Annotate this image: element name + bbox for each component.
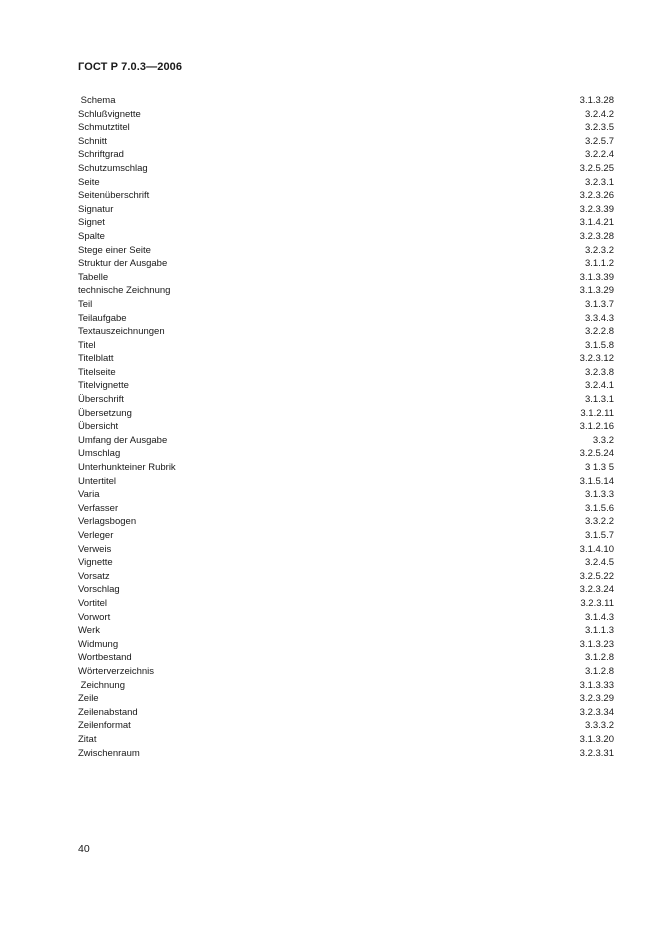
index-reference: 3.2.3.1 [584, 176, 614, 188]
index-term: Schmutztitel [78, 122, 130, 134]
index-reference: 3.1.5.7 [584, 530, 614, 541]
index-reference: 3.1.2.16 [579, 421, 614, 433]
index-term: Übersicht [78, 421, 119, 433]
index-term: Titelvignette [78, 380, 129, 392]
index-term: Verlagsbogen [78, 516, 137, 528]
index-entry [78, 597, 614, 611]
index-term: Zeilenformat [78, 720, 131, 732]
index-reference: 3.2.3.28 [579, 230, 614, 242]
index-reference: 3.1.5.8 [584, 339, 614, 351]
index-entry [78, 244, 614, 258]
index-entry [78, 570, 614, 584]
index-reference: 3.1.1.2 [584, 258, 614, 270]
index-term: Schlußvignette [78, 108, 141, 120]
index-entry [78, 624, 614, 638]
index-entry [78, 529, 614, 543]
index-reference: 3.2.3.2 [584, 244, 614, 256]
index-term: Vorsatz [78, 570, 110, 582]
index-term: Seite [78, 176, 100, 188]
index-entry [78, 121, 614, 135]
index-term: Titelseite [78, 366, 116, 378]
index-entry [78, 434, 614, 448]
index-reference: 3 1.3 5 [584, 462, 614, 474]
index-entry [78, 325, 614, 339]
index-entry [78, 665, 614, 679]
index-reference: 3.2.4.5 [584, 557, 614, 569]
index-term: Seitenüberschrift [78, 190, 150, 202]
index-term: Teil [78, 298, 93, 310]
index-term: Tabelle [78, 271, 109, 283]
index-reference: 3.1.3.33 [579, 679, 614, 691]
index-term: Zeilenabstand [78, 706, 138, 718]
index-entry [78, 543, 614, 557]
index-reference: 3.2.5.22 [579, 570, 614, 582]
index-reference: 3.3.3.2 [584, 720, 614, 732]
index-reference: 3.2.2.4 [584, 149, 614, 161]
index-reference: 3.3.4.3 [584, 312, 614, 324]
index-entry [78, 407, 614, 421]
index-term: Zwischenraum [78, 747, 140, 759]
index-term: Verweis [78, 543, 112, 555]
index-entry [78, 447, 614, 461]
index-reference: 3.2.5.7 [584, 135, 614, 147]
index-term: Zeile [78, 693, 99, 705]
index-term: Schutzumschlag [78, 162, 148, 174]
term-index-list [78, 94, 614, 760]
index-reference: 3.1.5.14 [579, 475, 614, 487]
index-entry [78, 651, 614, 665]
index-entry [78, 257, 614, 271]
index-reference: 3.2.4.1 [584, 380, 614, 392]
index-entry [78, 679, 614, 693]
index-term: Überschrift [78, 394, 124, 406]
index-reference: 3.2.4.2 [584, 108, 614, 120]
index-term: Signet [78, 217, 105, 229]
index-reference: 3.1.2.8 [584, 665, 614, 677]
index-term: Wörterverzeichnis [78, 665, 155, 677]
index-term: Zitat [78, 733, 97, 745]
index-reference: 3.2.5.24 [579, 448, 614, 460]
index-entry [78, 312, 614, 326]
index-reference: 3.2.3.39 [579, 203, 614, 215]
index-term: Vorschlag [78, 584, 120, 596]
index-entry [78, 298, 614, 312]
index-entry [78, 556, 614, 570]
index-reference: 3.1.1.3 [584, 625, 614, 637]
index-entry [78, 108, 614, 122]
index-entry [78, 148, 614, 162]
index-entry [78, 719, 614, 733]
index-entry [78, 271, 614, 285]
index-reference: 3.3.2 [592, 434, 614, 446]
index-term: Zeichnung [78, 679, 126, 691]
index-term: Unterhunkteiner Rubrik [78, 462, 176, 474]
index-term: technische Zeichnung [78, 285, 171, 297]
index-term: Übersetzung [78, 407, 132, 419]
index-term: Struktur der Ausgabe [78, 258, 168, 270]
index-term: Teilaufgabe [78, 312, 127, 324]
index-entry [78, 176, 614, 190]
index-entry [78, 475, 614, 489]
index-entry [78, 611, 614, 625]
index-term: Schnitt [78, 135, 108, 147]
index-entry [78, 488, 614, 502]
index-entry [78, 638, 614, 652]
index-term: Varia [78, 489, 100, 501]
index-entry [78, 515, 614, 529]
index-reference: 3.1.4.10 [579, 543, 614, 555]
index-entry [78, 284, 614, 298]
index-term: Vignette [78, 557, 113, 569]
index-reference: 3.2.3.26 [579, 190, 614, 202]
index-reference: 3.1.2.8 [584, 652, 614, 664]
index-reference: 3.1.2.11 [580, 407, 614, 419]
index-entry [78, 189, 614, 203]
index-entry [78, 393, 614, 407]
index-entry [78, 352, 614, 366]
index-term: Verleger [78, 530, 114, 541]
index-entry [78, 339, 614, 353]
index-entry [78, 502, 614, 516]
index-term: Widmung [78, 638, 119, 650]
index-entry [78, 379, 614, 393]
index-entry [78, 94, 614, 108]
index-term: Umschlag [78, 448, 121, 460]
index-term: Titel [78, 339, 96, 351]
index-reference: 3.2.3.29 [579, 693, 614, 705]
index-reference: 3.2.3.8 [584, 366, 614, 378]
index-reference: 3.1.3.29 [579, 285, 614, 297]
index-reference: 3.2.3.24 [579, 584, 614, 596]
index-reference: 3.1.3.39 [579, 271, 614, 283]
index-term: Spalte [78, 230, 105, 242]
index-term: Vortitel [78, 597, 108, 609]
index-term: Textauszeichnungen [78, 326, 165, 338]
index-entry [78, 733, 614, 747]
index-reference: 3.2.2.8 [584, 326, 614, 338]
index-reference: 3.1.3.23 [579, 638, 614, 650]
index-term: Werk [78, 625, 100, 637]
index-term: Stege einer Seite [78, 244, 151, 256]
index-reference: 3.1.3.7 [584, 298, 614, 310]
index-term: Schriftgrad [78, 149, 124, 161]
index-reference: 3.2.3.31 [579, 747, 614, 759]
index-reference: 3.1.5.6 [584, 502, 614, 514]
index-reference: 3.2.3.11 [580, 597, 614, 609]
index-reference: 3.2.3.5 [584, 122, 614, 134]
index-reference: 3.1.4.3 [584, 611, 614, 623]
index-term: Schema [78, 95, 116, 106]
index-entry [78, 366, 614, 380]
index-entry [78, 692, 614, 706]
index-entry [78, 162, 614, 176]
index-reference: 3.2.3.34 [579, 706, 614, 718]
index-term: Umfang der Ausgabe [78, 434, 168, 446]
index-entry [78, 461, 614, 475]
page-number: 40 [78, 843, 90, 855]
index-term: Vorwort [78, 611, 111, 623]
index-entry [78, 420, 614, 434]
index-entry [78, 203, 614, 217]
index-term: Signatur [78, 203, 114, 215]
index-entry [78, 135, 614, 149]
index-term: Wortbestand [78, 652, 132, 664]
index-entry [78, 216, 614, 230]
index-reference: 3.2.3.12 [579, 353, 614, 365]
page-header: ГОСТ Р 7.0.3—2006 [78, 61, 183, 73]
index-term: Untertitel [78, 475, 117, 487]
index-reference: 3.1.3.28 [579, 95, 614, 106]
index-entry [78, 706, 614, 720]
index-reference: 3.1.3.1 [584, 394, 614, 406]
index-entry [78, 583, 614, 597]
index-reference: 3.2.5.25 [579, 162, 614, 174]
index-reference: 3.1.4.21 [579, 217, 614, 229]
index-entry [78, 230, 614, 244]
index-reference: 3.1.3.20 [579, 733, 614, 745]
index-reference: 3.3.2.2 [584, 516, 614, 528]
index-reference: 3.1.3.3 [584, 489, 614, 501]
index-term: Verfasser [78, 502, 119, 514]
index-entry [78, 747, 614, 761]
index-term: Titelblatt [78, 353, 114, 365]
